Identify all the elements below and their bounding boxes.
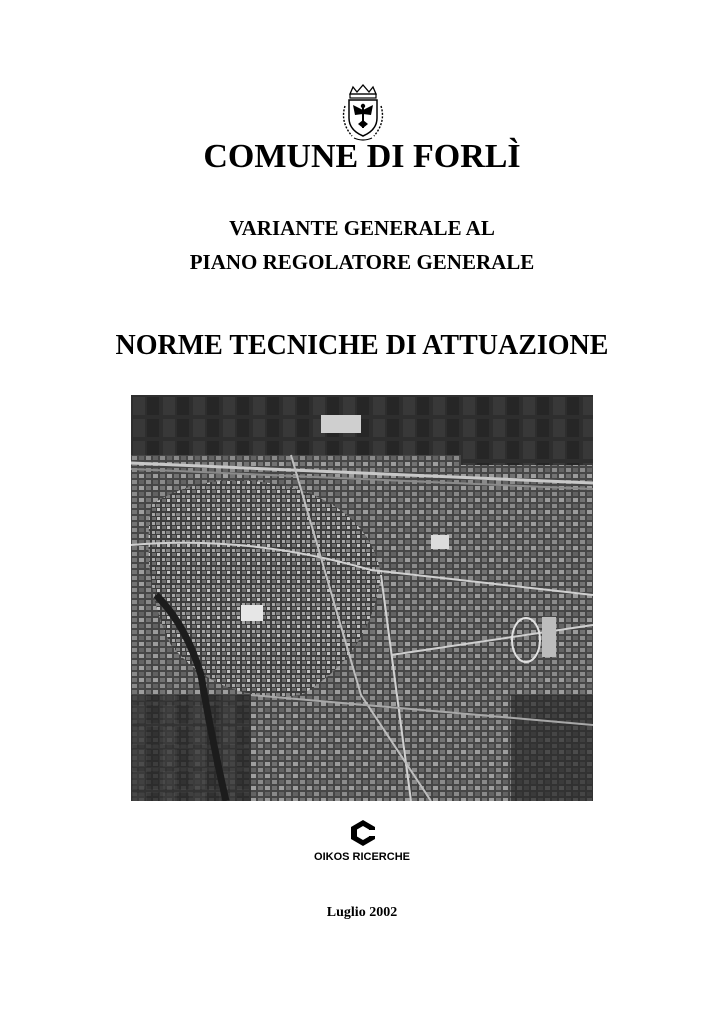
aerial-city-photo bbox=[131, 395, 593, 801]
document-title: NORME TECNICHE DI ATTUAZIONE bbox=[115, 330, 609, 361]
publisher-name: OIKOS RICERCHE bbox=[314, 851, 410, 863]
oikos-logo-icon bbox=[348, 818, 378, 848]
publication-date: Luglio 2002 bbox=[326, 905, 398, 920]
subtitle-line-2: PIANO REGOLATORE GENERALE bbox=[189, 250, 535, 274]
subtitle-line-1: VARIANTE GENERALE AL bbox=[229, 216, 495, 240]
municipal-coat-of-arms-icon bbox=[336, 84, 390, 142]
page-title: COMUNE DI FORLÌ bbox=[203, 138, 521, 175]
